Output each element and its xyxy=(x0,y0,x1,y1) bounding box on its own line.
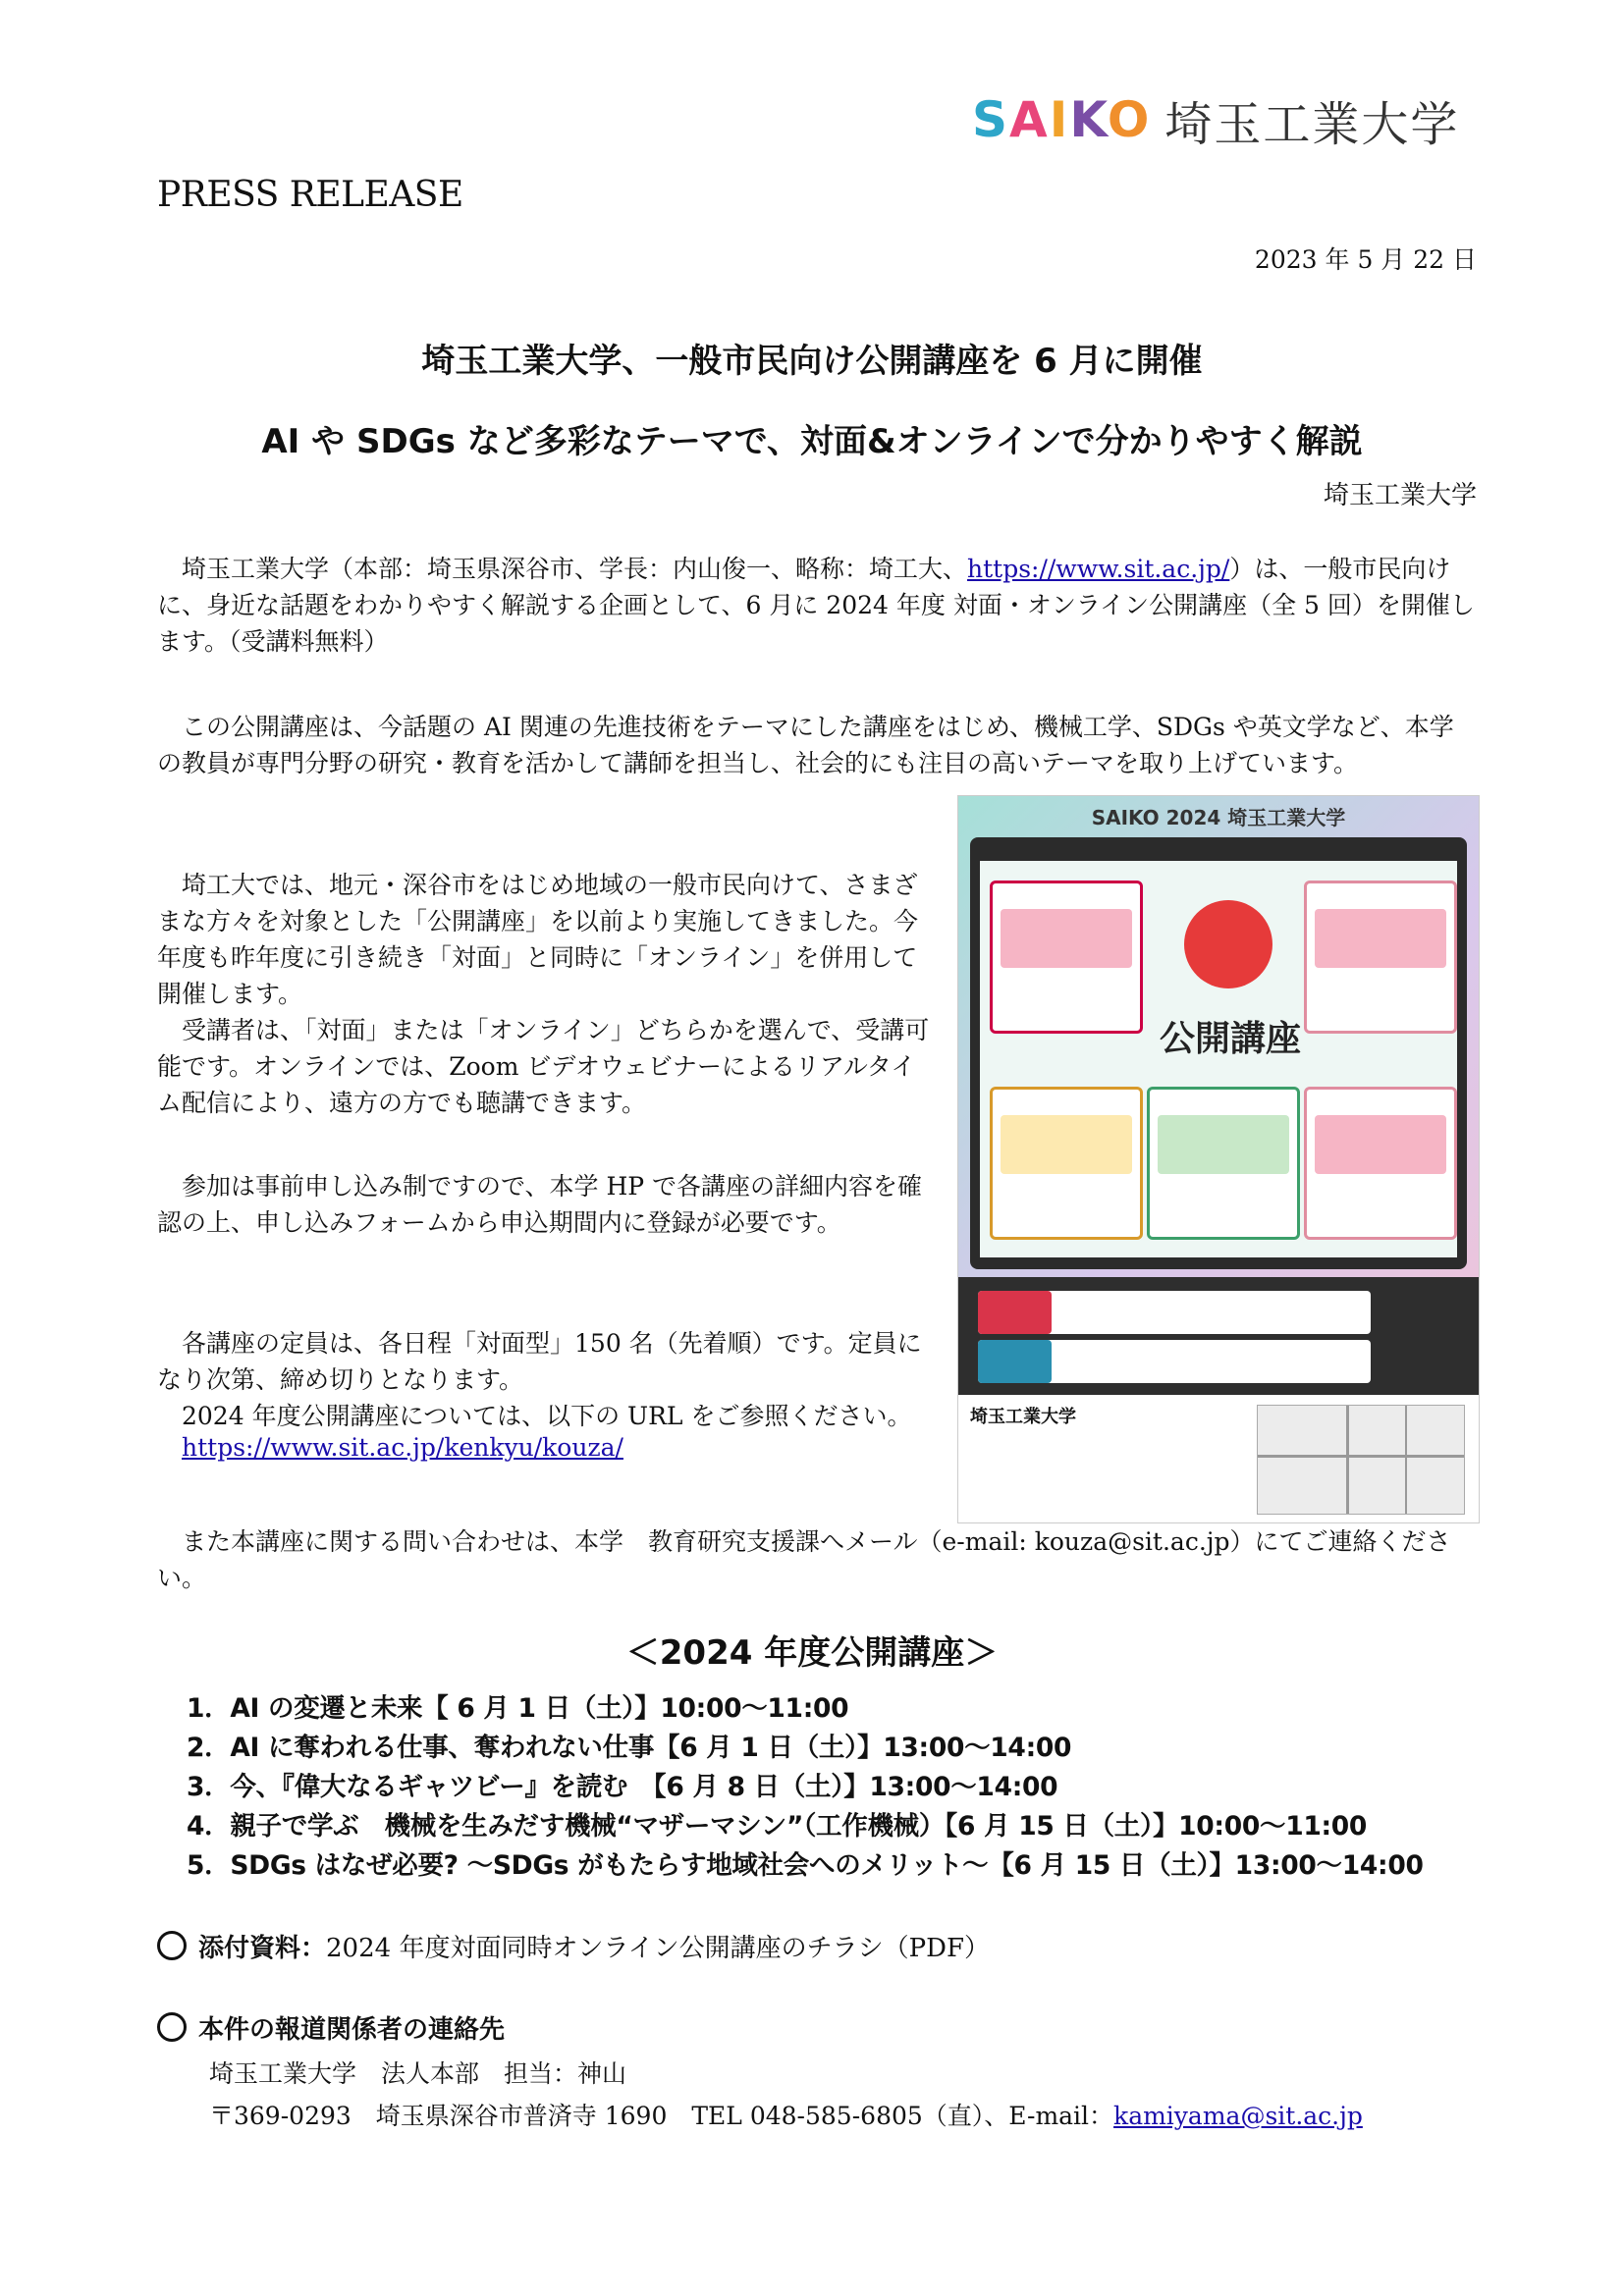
lecture-item-1: 1．AI の変遷と未来【 6 月 1 日（土）】10:00～11:00 xyxy=(187,1693,849,1724)
kouza-url-link[interactable]: https://www.sit.ac.jp/kenkyu/kouza/ xyxy=(182,1433,623,1462)
attachment-label: 添付資料： xyxy=(198,1934,327,1963)
flyer-card-3 xyxy=(990,1087,1143,1240)
intro-text-b: ）は、一般市民向けに、身近な話題をわかりやすく解説する企画として、6 月に 2024 年度 対面・オンライン公開講座（全 5 回）を開催します。（受講料無料） xyxy=(157,555,1475,656)
sub-title: AI や SDGs など多彩なテーマで、対面&オンラインで分かりやすく解説 xyxy=(261,422,1363,461)
contact-heading xyxy=(157,2009,505,2046)
paragraph-attendance: 受講者は、「対面」または「オンライン」どちらかを選んで、受講可能です。オンラインでは、Zoom ビデオウェビナーによるリアルタイム配信により、遠方の方でも聴講できます。 xyxy=(157,1016,930,1117)
contact-email-link[interactable]: kamiyama@sit.ac.jp xyxy=(1113,2102,1363,2130)
paragraph-inquiry: また本講座に関する問い合わせは、本学 教育研究支援課へメール（e-mail: kouza@sit.ac.jp）にてご連絡ください。 xyxy=(157,1527,1451,1592)
university-logo xyxy=(972,90,1460,152)
paragraph-intro xyxy=(157,551,1478,660)
paragraph-history: 埼工大では、地元・深谷市をはじめ地域の一般市民向けて、さまざまな方々を対象とした「公開講座」を以前より実施してきました。今年度も昨年度に引き続き「対面」と同時に「オンライン」を併用して開催します。 xyxy=(157,871,919,1008)
contact-person: 埼玉工業大学 法人本部 担当：神山 xyxy=(209,2059,627,2088)
flyer-card-4 xyxy=(1147,1087,1300,1240)
flyer-card-2 xyxy=(1304,881,1457,1034)
paragraph-overview: この公開講座は、今話題の AI 関連の先進技術をテーマにした講座をはじめ、機械工学、SDGs や英文学など、本学の教員が専門分野の研究・教育を活かして講師を担当し、社会的にも注目の高いテーマを取り上げています。 xyxy=(157,713,1454,777)
attachment-line xyxy=(157,1928,990,1964)
paragraph-registration: 参加は事前申し込み制ですので、本学 HP で各講座の詳細内容を確認の上、申し込みフォームから申込期間内に登録が必要です。 xyxy=(157,1172,923,1237)
issuer: 埼玉工業大学 xyxy=(1323,481,1477,510)
circle-bullet-icon xyxy=(157,1931,187,1960)
flyer-footer-name: 埼玉工業大学 xyxy=(970,1407,1076,1427)
lecture-item-3: 3．今、『偉大なるギャツビー』を読む 【6 月 8 日（土）】13:00～14:00 xyxy=(187,1772,1058,1802)
circle-bullet-icon xyxy=(157,2012,187,2042)
university-url-link[interactable]: https://www.sit.ac.jp/ xyxy=(967,555,1230,583)
paragraph-capacity: 各講座の定員は、各日程「対面型」150 名（先着順）です。定員になり次第、締め切りとなります。 xyxy=(157,1329,922,1394)
press-release-heading: PRESS RELEASE xyxy=(157,175,463,215)
logo-university-name: 埼玉工業大学 xyxy=(1164,96,1460,152)
free-badge xyxy=(1184,900,1272,988)
flyer-application-band xyxy=(958,1277,1479,1395)
lecture-item-5: 5．SDGs はなぜ必要? ～SDGs がもたらす地域社会へのメリット～【6 月 15 日（土）】13:00～14:00 xyxy=(187,1850,1424,1881)
attachment-text: 2024 年度対面同時オンライン公開講座のチラシ（PDF） xyxy=(326,1934,991,1963)
main-title: 埼玉工業大学、一般市民向け公開講座を 6 月に開催 xyxy=(421,342,1203,381)
flyer-monitor xyxy=(970,837,1467,1269)
flyer-card-1 xyxy=(990,881,1143,1034)
release-date: 2023 年 5 月 22 日 xyxy=(1254,245,1477,274)
flyer-footer xyxy=(958,1395,1479,1522)
contact-address xyxy=(209,2097,1363,2132)
contact-label: 本件の報道関係者の連絡先 xyxy=(198,2015,506,2045)
lecture-item-2: 2．AI に奪われる仕事、奪われない仕事【6 月 1 日（土）】13:00～14:00 xyxy=(187,1733,1072,1763)
intro-text-a: 埼玉工業大学（本部：埼玉県深谷市、学長：内山俊一、略称：埼工大、 xyxy=(182,555,968,583)
contact-address-text: 〒369-0293 埼玉県深谷市普済寺 1690 TEL 048-585-6805（直）、E-mail： xyxy=(209,2102,1114,2130)
flyer-card-5 xyxy=(1304,1087,1457,1240)
lecture-item-4: 4．親子で学ぶ 機械を生みだす機械“マザーマシン”（工作機械）【6 月 15 日（土）】10:00～11:00 xyxy=(187,1811,1368,1842)
paragraph-url-note: 2024 年度公開講座については、以下の URL をご参照ください。 xyxy=(182,1402,912,1430)
flyer-image xyxy=(957,795,1480,1523)
saiko-logo-mark: SAIKO xyxy=(972,91,1152,148)
flyer-map xyxy=(1257,1405,1465,1515)
flyer-big-title: 公開講座 xyxy=(1159,1019,1301,1059)
lectures-title: ＜2024 年度公開講座＞ xyxy=(625,1633,999,1673)
flyer-header: SAIKO 2024 埼玉工業大学 xyxy=(1091,805,1346,829)
